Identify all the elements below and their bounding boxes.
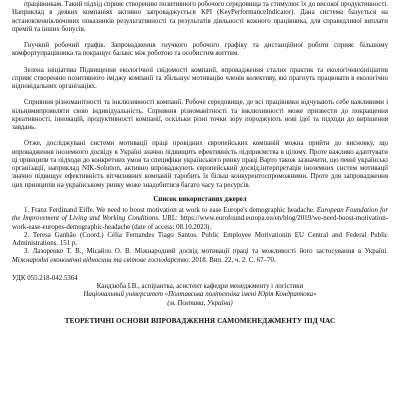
paragraph-diversity: Сприяння різноманітності та інклюзивності компанії. Робоче середовище, де всі працівники відчувають себе важливими і вільнимипроявляти свою індивідуальність. Сприяння різноманітності та інклюзивності може призвести до покращення креативності, інновацій, продуктивності компанії, оскільки різні точки зору породжують нові ідеї та підходи до вирішення завдань. <box>12 99 388 131</box>
references-title: Список використаних джерел <box>153 195 247 203</box>
paragraph-flexible-schedule: Гнучкий робочий графік. Запровадження гнучкого робочого графіку та дистанційної роботи сприяє більшому комфортупрацівника та покращує баланс між роботою та особистим життям. <box>12 42 388 58</box>
paragraph-green-initiative: Зелена ініціатива Підвищення екологічної свідомості компанії, впровадження сталих практик та екологічнихініціатив сприяє створенню позитивного іміджу компанії та збільшує мотивацію членів колективу, які прагнуть працювати в екологічно відповідальних організаціях. <box>12 66 388 90</box>
article-title: ТЕОРЕТИЧНІ ОСНОВИ ВПРОВАДЖЕННЯ САМОМЕНЕДЖМЕНТУ ПІД ЧАС <box>64 316 336 325</box>
reference-1: 1. Franz Ferdinand Eiffe. We need to boost motivation at work to ease Europe's demographic headache. European Foundation for the Improvement of Living and Working Conditions. URL: https://www.eurofound.europa.eu/en/blog/2019/we-need-boost-motivation-work-ease-europes-demographic-headache (date of access: 08.10.2023). <box>12 207 388 231</box>
reference-2: 2. Teresa Ganhão (Coord.) Célia Fernandes Tiago Santos. Public Employee Motivationin EU Central and Federal Public Administrations. 151 p. <box>12 231 388 247</box>
paragraph-kpi: працівникам. Такий підхід сприяє створенню позитивного робочого середовища та стимулює їх до високої продуктивності. Наприклад в деяких компаніях активно запроваджується KPI (KeyPerformanceIndicator). Дана система базується на встановленніключових показників результативності та результатів діяльності кожного працівника, для справедливої виплати премій та інших бонусів. <box>12 1 388 33</box>
udk-code: УДК 055.218-042.5364 <box>12 274 78 282</box>
affiliation-city: (м. Полтава, Україна) <box>167 299 233 307</box>
affiliation-line: Національний університет «Полтавська політехніка імені Юрія Кондратюка» <box>83 291 317 299</box>
paragraph-conclusion: Отже, досліджувані системи мотивації праці провідних європейських компаній можна прийти до висновку, що впровадження іноземного досвіду в Україні значно підвищить ефективність підприємства в цілому. Проте важливо адаптувати ці принципи та підходи до конкретних умов та специфіки українського ринку праці Варто також зазначити, що певні українські організації, наприклад NIK-Solution, активно впроваджують європейський досвід,інтерпретація іноземних систем мотивації значно підвищує ефективність вітчизняних компаній таробить їх більш конкурентоспроможними. Проте для запровадження цих принципів на українському ринку може знадобитися багато часу та ресурсів. <box>12 140 388 189</box>
reference-3: 3. Лазоренко Т. В., Місайло О. В. Міжнародний досвід мотивації праці та можливості його застосування в Україні. Міжнародні економічні відносини та світове господарство. 2018. Вип. 22, ч. 2. С. 67–70. <box>12 248 388 264</box>
author-line: Кандзюба І.В., аспірантка, асистент кафедри менеджменту і логістики <box>96 283 304 290</box>
